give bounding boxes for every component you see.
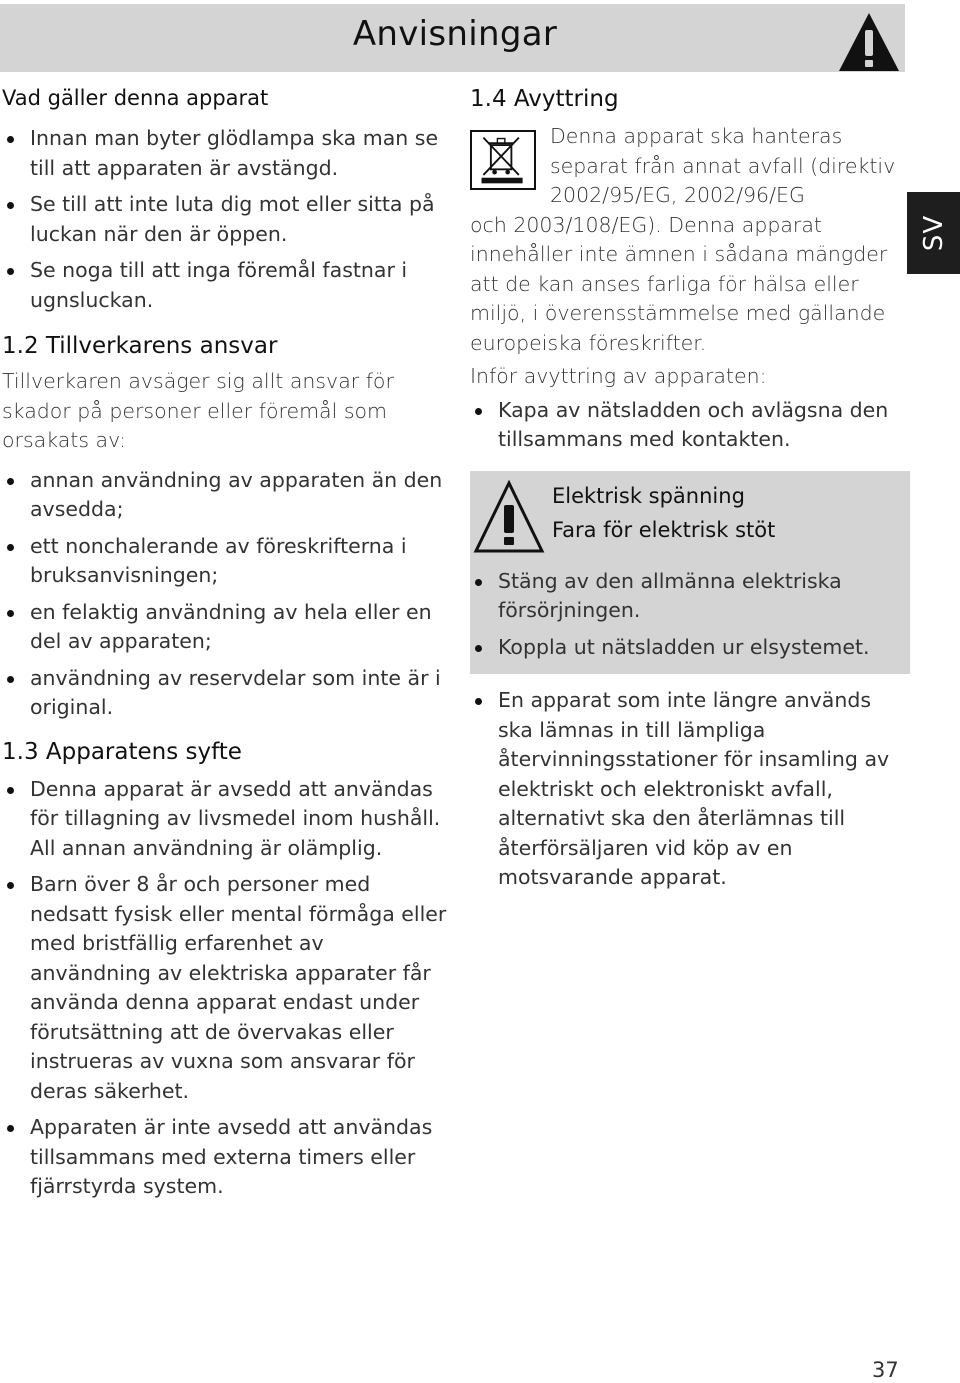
list-item: Apparaten är inte avsedd att användas tillsammans med externa timers eller fjärrstyrda system. [2,1113,447,1202]
list-item: En apparat som inte längre används ska lämnas in till lämpliga återvinningsstationer för insamling av elektriskt och elektroniskt avfall, alternativt ska den återlämnas till återförsäljaren vid köp av en motsvarande apparat. [470,686,910,893]
section-heading-disposal: 1.4 Avyttring [470,86,619,112]
page-title: Anvisningar [352,14,558,54]
crossed-out-bin-icon [470,130,536,190]
section-heading-manufacturer: 1.2 Tillverkarens ansvar [2,333,278,359]
list-item: Koppla ut nätsladden ur elsystemet. [470,633,910,663]
list-item: annan användning av apparaten än den avsedda; [2,466,447,525]
electric-warning-icon [472,477,546,555]
disposal-list [470,396,910,455]
section-heading-purpose: 1.3 Apparatens syfte [2,738,242,765]
warning-triangle-icon [836,10,902,74]
left-column [2,86,447,1202]
list-item: Se noga till att inga föremål fastnar i ugnsluckan. [2,256,447,315]
manufacturer-list [2,466,447,723]
before-disposal-label: Inför avyttring av apparaten: [470,364,767,388]
weee-line-1: Denna apparat ska hanteras [550,124,843,148]
list-item: Innan man byter glödlampa ska man se till att apparaten är avstängd. [2,124,447,183]
warning-list [470,567,910,663]
language-tab [907,192,960,274]
weee-line-3: 2002/95/EG, 2002/96/EG [550,183,805,207]
purpose-list [2,775,447,1202]
return-list [470,686,910,893]
warning-title: Elektrisk spänning [552,483,745,508]
right-column [470,86,910,893]
list-item: Denna apparat är avsedd att användas för tillagning av livsmedel inom hushåll. All annan användning är olämplig. [2,775,447,864]
list-item: Se till att inte luta dig mot eller sitta på luckan när den är öppen. [2,190,447,249]
weee-block [470,122,910,358]
page-number: 37 [872,1358,899,1382]
list-item: användning av reservdelar som inte är i original. [2,664,447,723]
list-item: en felaktig användning av hela eller en del av apparaten; [2,598,447,657]
list-item: Stäng av den allmänna elektriska försörjningen. [470,567,910,626]
electrical-warning-box [470,471,910,675]
language-tab-label: SV [918,214,949,252]
list-item: Kapa av nätsladden och avlägsna den tillsammans med kontakten. [470,396,910,455]
section-heading-applies: Vad gäller denna apparat [2,86,269,110]
manufacturer-intro: Tillverkaren avsäger sig allt ansvar för skador på personer eller föremål som orsakats av: [2,369,394,452]
warning-subtitle: Fara för elektrisk stöt [552,517,776,542]
weee-rest: och 2003/108/EG). Denna apparat innehåller inte ämnen i sådana mängder att de kan anses farliga för hälsa eller miljö, i överensstämmelse med gällande europeiska föreskrifter. [470,212,888,355]
list-item: ett nonchalerande av föreskrifterna i bruksanvisningen; [2,532,447,591]
weee-line-2: separat från annat avfall (direktiv [550,153,896,178]
header-bar [0,4,905,72]
applies-list [2,124,447,315]
list-item: Barn över 8 år och personer med nedsatt fysisk eller mental förmåga eller med bristfällig erfarenhet av användning av elektriska apparater får använda denna apparat endast under förutsättning att de övervakas eller instrueras av vuxna som ansvarar för deras säkerhet. [2,870,447,1106]
